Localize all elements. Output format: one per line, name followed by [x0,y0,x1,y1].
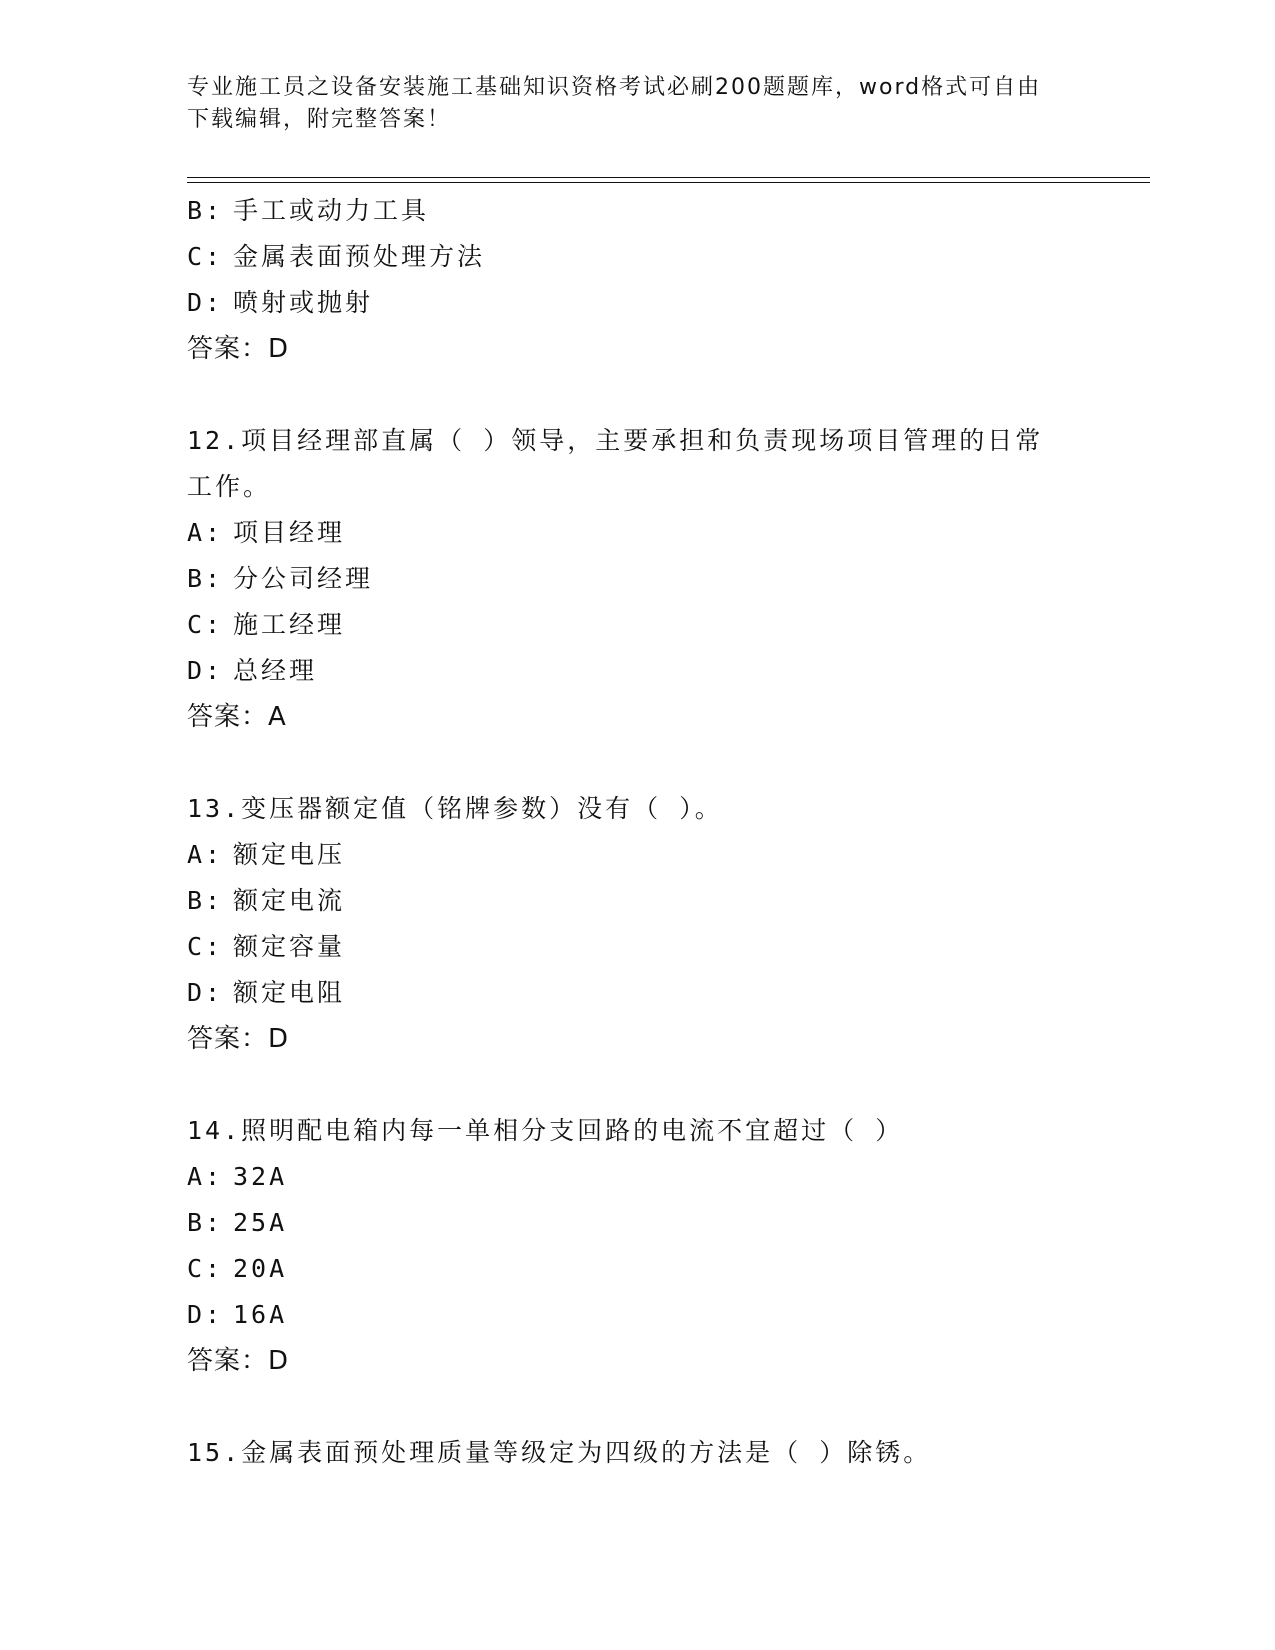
option-d: D: 额定电阻 [187,978,346,1007]
option-c: C: 额定容量 [187,932,346,961]
header-rule-top [187,177,1150,178]
question-list [187,188,1087,1476]
answer: 答案：D [187,1024,290,1054]
question-text: 12.项目经理部直属（ ）领导，主要承担和负责现场项目管理的日常 [187,426,1044,455]
question-text: 15.金属表面预处理质量等级定为四级的方法是（ ）除锈。 [187,1438,932,1467]
question-13 [187,786,1087,1062]
question-11-tail [187,188,1087,372]
answer: 答案：D [187,1346,290,1376]
option-c: C: 金属表面预处理方法 [187,242,486,271]
answer: 答案：D [187,334,290,364]
option-b: B: 25A [187,1208,288,1237]
option-b: B: 额定电流 [187,886,346,915]
option-b: B: 手工或动力工具 [187,196,430,225]
question-14 [187,1108,1087,1384]
option-a: A: 32A [187,1162,288,1191]
question-text: 13.变压器额定值（铭牌参数）没有（ ）。 [187,794,723,823]
header-line-1: 专业施工员之设备安装施工基础知识资格考试必刷200题题库，word格式可自由 [187,75,1042,100]
question-text: 14.照明配电箱内每一单相分支回路的电流不宜超过（ ） [187,1116,904,1145]
header-line-2: 下载编辑，附完整答案！ [187,107,452,132]
option-c: C: 施工经理 [187,610,346,639]
option-d: D: 喷射或抛射 [187,288,374,317]
answer: 答案：A [187,702,287,732]
option-c: C: 20A [187,1254,288,1283]
option-a: A: 额定电压 [187,840,346,869]
option-b: B: 分公司经理 [187,564,374,593]
option-d: D: 总经理 [187,656,318,685]
header-rule-bottom [187,182,1150,183]
question-15 [187,1430,1087,1476]
option-a: A: 项目经理 [187,518,346,547]
question-12 [187,418,1087,740]
option-d: D: 16A [187,1300,288,1329]
document-header [187,72,1087,136]
question-text-cont: 工作。 [187,472,272,501]
